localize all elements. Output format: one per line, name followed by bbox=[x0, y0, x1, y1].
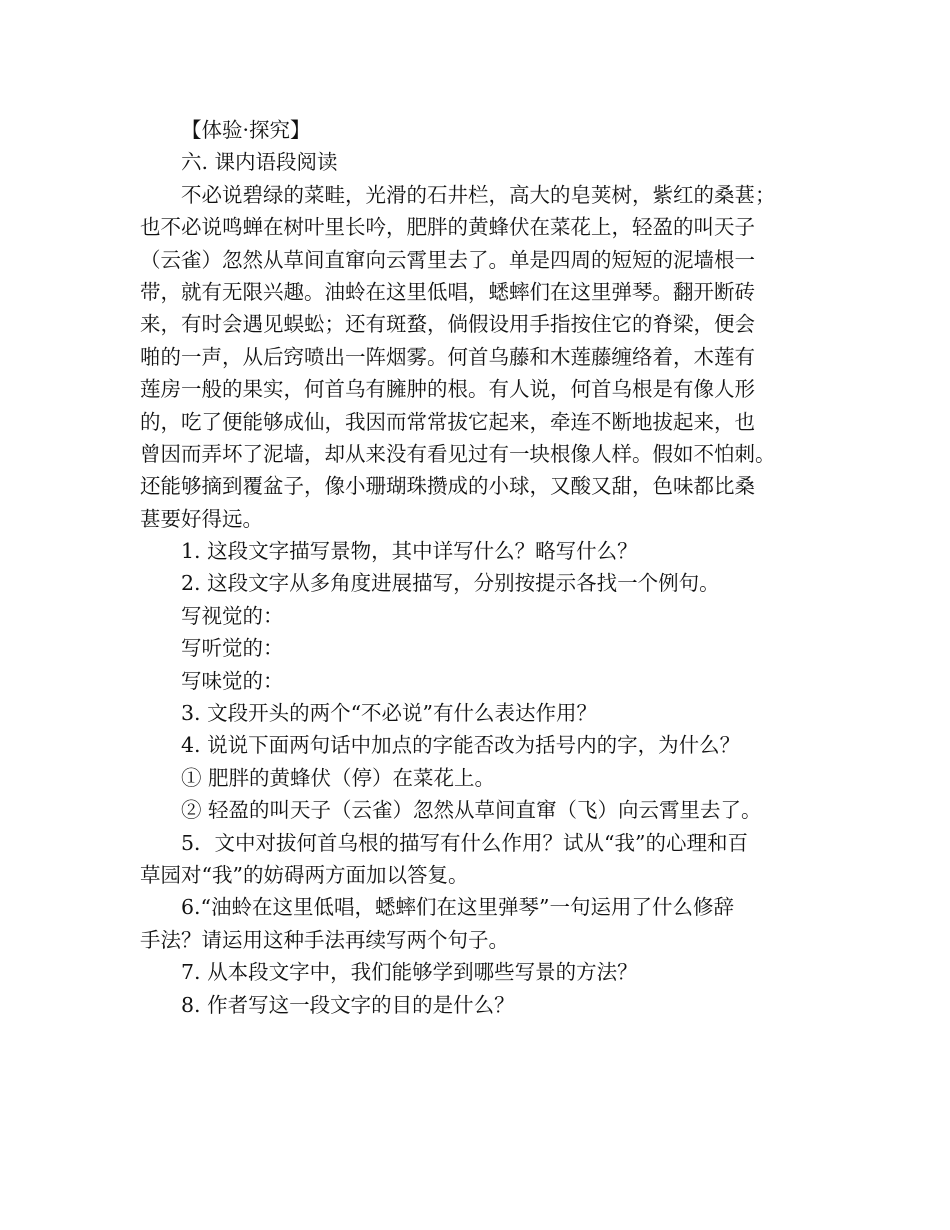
question-5: 5．文中对拔何首乌根的描写有什么作用？试从“我”的心理和百 bbox=[181, 830, 749, 855]
passage-line: 的，吃了便能够成仙，我因而常常拔它起来，牵连不断地拔起来，也 bbox=[140, 409, 755, 434]
passage-line: 葚要好得远。 bbox=[140, 506, 263, 531]
passage-line: 莲房一般的果实，何首乌有臃肿的根。有人说，何首乌根是有像人形 bbox=[140, 377, 755, 402]
question-4: 4. 说说下面两句话中加点的字能否改为括号内的字，为什么？ bbox=[181, 733, 741, 758]
passage-line: 啪的一声，从后窍喷出一阵烟雾。何首乌藤和木莲藤缠络着，木莲有 bbox=[140, 344, 755, 369]
passage-line: 还能够摘到覆盆子，像小珊瑚珠攒成的小球，又酸又甜，色味都比桑 bbox=[140, 474, 755, 499]
question-7: 7. 从本段文字中，我们能够学到哪些写景的方法？ bbox=[181, 960, 638, 985]
passage-line: 也不必说鸣蝉在树叶里长吟，肥胖的黄蜂伏在菜花上，轻盈的叫天子 bbox=[140, 215, 755, 240]
question-2-visual-prompt: 写视觉的： bbox=[181, 603, 284, 628]
question-4-item-1: ① 肥胖的黄蜂伏（停）在菜花上。 bbox=[181, 765, 496, 790]
question-1: 1. 这段文字描写景物，其中详写什么？略写什么？ bbox=[181, 539, 638, 564]
section-header: 【体验·探究】 bbox=[181, 118, 311, 142]
question-2: 2. 这段文字从多角度进展描写，分别按提示各找一个例句。 bbox=[181, 571, 720, 596]
passage-line: 曾因而弄坏了泥墙，却从来没有看见过有一块根像人样。假如不怕刺。 bbox=[140, 441, 776, 466]
subsection-title: 六. 课内语段阅读 bbox=[181, 150, 338, 175]
question-3: 3. 文段开头的两个“不必说”有什么表达作用？ bbox=[181, 701, 598, 726]
question-8: 8. 作者写这一段文字的目的是什么？ bbox=[181, 992, 515, 1017]
question-2-taste-prompt: 写味觉的： bbox=[181, 668, 284, 693]
passage-line: 不必说碧绿的菜畦，光滑的石井栏，高大的皂荚树，紫红的桑葚； bbox=[181, 182, 776, 207]
passage-line: 来，有时会遇见蜈蚣；还有斑蝥，倘假设用手指按住它的脊梁，便会 bbox=[140, 312, 755, 337]
question-6: 6.“油蛉在这里低唱，蟋蟀们在这里弹琴”一句运用了什么修辞 bbox=[181, 895, 735, 920]
question-2-auditory-prompt: 写听觉的： bbox=[181, 636, 284, 661]
document-content bbox=[140, 114, 830, 1021]
question-6-continued: 手法？请运用这种手法再续写两个句子。 bbox=[140, 927, 509, 952]
question-5-continued: 草园对“我”的妨碍两方面加以答复。 bbox=[140, 862, 469, 887]
passage-line: （云雀）忽然从草间直窜向云霄里去了。单是四周的短短的泥墙根一 bbox=[140, 247, 755, 272]
reading-passage bbox=[140, 179, 830, 535]
question-4-item-2: ② 轻盈的叫天子（云雀）忽然从草间直窜（飞）向云霄里去了。 bbox=[181, 798, 762, 823]
question-list bbox=[140, 535, 830, 1021]
passage-line: 带，就有无限兴趣。油蛉在这里低唱，蟋蟀们在这里弹琴。翻开断砖 bbox=[140, 279, 755, 304]
